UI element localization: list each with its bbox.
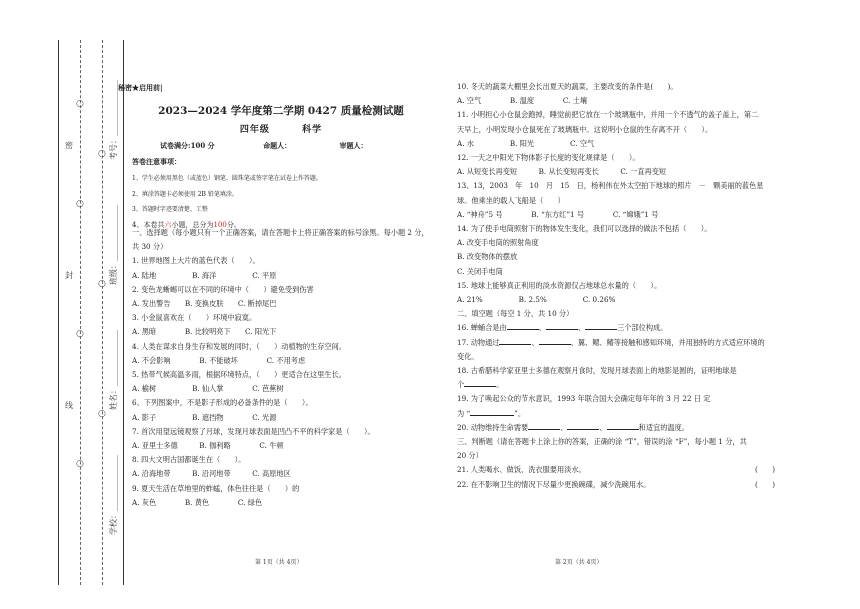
notice-item: 2、填涂答题卡必须使用 2B 铅笔填涂。 [132,190,238,198]
question-line: A. 灰色 B. 黄色 C. 绿色 [132,497,263,507]
name-label: 姓名： [109,386,118,410]
full-score: 试卷满分:100 分 [160,141,215,150]
answer-mark[interactable]: ( ) [755,465,775,475]
left-column-questions [132,226,430,510]
question-line: 7. 首次用望远镜观察了月球，发现月球表面是凹凸不平的科学家是（ ）。 [132,426,375,436]
question-line: 15. 地球上能够真正利用的淡水资源仅占地球总水量的（ ）。 [457,280,662,290]
answer-mark[interactable]: ( ) [755,479,775,489]
question-line: 球。他乘坐的载人飞船是（ ） [457,195,565,205]
binding-border-left [58,40,59,585]
question-line: 9. 夏天生活在草地里的蚱蜢，体色往往是（ ）的 [132,483,300,493]
question-17-cont: 变化。 [457,351,479,361]
binding-cut-line [80,40,81,585]
seal-char: 密 [65,141,73,150]
q21-text: 21. 人类喝水、做饭、洗衣服要用淡水。 [457,465,586,475]
q19-tail: 为 “ [457,408,471,418]
binding-border-right [123,40,124,585]
question-line: A. 榆树 B. 仙人掌 C. 芭蕉树 [132,384,284,394]
question-line: 3. 小金鼠喜欢在（ ）环境中寂寞。 [132,313,257,323]
binding-hole: ○ [76,199,84,209]
seal-char: 线 [65,401,73,410]
notice-list [132,171,430,233]
notice4-count: 六 [164,220,172,229]
exam-number-field: 考号：______________ [109,80,118,160]
notice4-prefix: 4、本卷共 [132,220,165,229]
grade-subject [132,122,430,135]
answer-blank[interactable] [528,421,560,430]
binding-hole: ○ [98,409,106,419]
question-line: A. 黑暗 B. 比较明亮下 C. 阳光下 [132,327,277,337]
q18-end: 。 [496,380,504,390]
q17-prefix: 17. 动物通过 [457,337,500,347]
reviewer-label: 审题人： [339,141,368,150]
q16-sep: 、 [538,323,546,333]
question-line: 4. 人类在谋求自身生存和发展的同时，（ ）动植物的生存空间。 [132,341,346,351]
question-line: 共 30 分） [132,242,168,252]
question-line: A. 改变手电筒的照射角度 [457,238,539,248]
right-column-questions [457,80,775,492]
page-footer-right: 第 2页（共 4页） [555,559,603,566]
q17-sep: 、 [531,337,539,347]
question-line: B. 改变物体的摆放 [457,252,518,262]
question-19-cont [457,407,775,421]
q20-suffix: 和适宜的温度。 [638,422,689,432]
seal-char: 封 [65,271,73,280]
section-heading: 三、判断题（请在答题卡上涂上你的答案，正确的涂 “T”，错误的涂 “F”，每小题 1 分，共 [457,437,747,447]
question-17 [457,336,775,350]
q19-end: ”。 [514,408,526,418]
setter-label: 命题人： [263,141,292,150]
question-20 [457,421,775,435]
binding-hole: ○ [98,149,106,159]
question-line: 一、选择题（每小题只有一个正确答案，请在答题卡上将正确答案的标号涂黑。每小题 2 分， [132,228,429,237]
question-line: 1. 世界地图上大片的蓝色代表（ ）。 [132,256,260,266]
section-heading: 二、填空题（每空 1 分，共 10 分） [457,309,574,319]
notice4-suffix: 分。 [226,220,241,229]
binding-hole: ○ [76,459,84,469]
answer-blank[interactable] [607,421,639,430]
question-16 [457,321,775,335]
answer-blank[interactable] [499,336,531,345]
q16-sep: 、 [577,323,586,333]
binding-strip [58,40,124,585]
answer-blank[interactable] [585,321,617,330]
question-line: A. 沿海地带 B. 沿河地带 C. 高原地区 [132,469,291,479]
q16-prefix: 16. 蝉蛹合是由 [457,323,507,333]
answer-blank[interactable] [567,421,599,430]
question-line: A. 空气 B. 温度 C. 土壤 [457,96,588,106]
q20-prefix: 20. 动物维持生命需要 [457,422,529,432]
question-line: 8. 四大文明古国都诞生在（ ）。 [132,455,246,465]
question-line: A. 不会影响 B. 不能破坏 C. 不用考虑 [132,355,306,365]
answer-blank[interactable] [464,378,496,387]
notice4-mid: 小题，总分为 [171,220,214,229]
question-line: A. 水 B. 阳光 C. 空气 [457,138,595,148]
answer-blank[interactable] [507,321,539,330]
question-line: A. 影子 B. 遮挡物 C. 光源 [132,412,277,422]
question-line: 13、13，2003 年 10 月 15 日，杨利伟在外太空拍下地球的照片 － 颗美丽的蓝色星 [457,181,764,191]
question-21 [457,463,775,477]
binding-fold-line [102,40,103,585]
q18-tail: 个 [457,380,465,390]
name-field: 姓名：______________ [109,330,118,410]
school-field: 学校：______________ [109,455,118,535]
q16-suffix: 三个部位构成。 [617,323,668,333]
answer-blank[interactable] [546,321,578,330]
question-line: A. 从短变长再变短 B. 从长变短再变长 C. 一直再变短 [457,167,667,177]
question-line: A. 发出警告 B. 变换皮肤 C. 断掉尾巴 [132,299,277,309]
binding-hole: ○ [76,329,84,339]
question-line: A. 亚里士多德 B. 伽利略 C. 牛顿 [132,441,284,451]
class-field: 班级：______________ [109,205,118,285]
question-line: 12. 一天之中阳光下物体影子长度的变化规律是（ ）。 [457,153,640,163]
question-22 [457,478,775,492]
answer-blank[interactable] [539,336,571,345]
answer-blank[interactable] [470,407,514,416]
q22-text: 22. 在不影响卫生的情况下尽量少更换碗碟，减少洗碗用水。 [457,479,651,489]
question-line: 6、下列图案中，不是影子形成的必备条件的是（ ）。 [132,398,313,408]
q20-sep: 、 [599,422,607,432]
exam-title: 2023—2024 学年度第二学期 0427 质量检测试题 [158,105,404,117]
question-line: 2. 变色龙蜥蜴可以在不同的环境中（ ）避免受到伤害 [132,284,314,294]
question-line: 11. 小明担心小仓鼠会跑掉，睡觉前把它放在一个玻璃瓶中，并用一个不透气的盖子盖上，第二 [457,110,759,120]
question-19: 19. 为了唤起公众的节水意识，1993 年联合国大会确定每年年的 3 月 22 日 定 [457,394,711,404]
notice-item: 1、学生必须用黑色（或蓝色）钢笔、圆珠笔或签字笔在试卷上作答题。 [132,175,322,182]
question-18: 18. 古希腊科学家亚里士多德在观察月食时，发现月球表面上的地影是圆的，证明地球是 [457,366,737,376]
question-line: 天早上，小明发现小仓鼠死在了玻璃瓶中。这说明小仓鼠的生存离不开（ ）。 [457,124,713,134]
question-18-cont [457,378,775,392]
question-line: 14. 为了使手电筒照射下的物体发生变化，我们可以选择的做法不包括（ ）。 [457,224,712,234]
binding-hole: ○ [98,279,106,289]
page-footer-left: 第 1页（共 4页） [255,559,303,566]
binding-hole: ○ [76,99,84,109]
question-line: A. 陆地 B. 海洋 C. 平原 [132,270,277,280]
q20-sep: 、 [560,422,568,432]
class-label: 班级： [109,261,118,285]
subject-label: 科学 [302,125,323,135]
school-label: 学校： [109,511,118,535]
notice-item: 3、答题时字迹要清楚、工整 [132,206,208,213]
question-line: 5. 热带气候高温多雨，根据环境特点，（ ）更适合在这里生长。 [132,370,346,380]
secret-mark: 秘密★启用前| [118,83,163,92]
notice4-score: 100 [213,220,227,229]
question-line: A. 21% B. 2.5% C. 0.26% [457,295,616,305]
notice-heading: 答卷注意事项： [132,157,181,166]
question-line: 10. 冬天的蔬菜大棚里会长出夏天的蔬菜，主要改变的条件是( )。 [457,82,678,91]
exam-meta [160,141,414,151]
grade-label: 四年级 [239,125,270,135]
exam-number-label: 考号： [109,136,118,160]
question-line: C. 关闭手电筒 [457,266,503,276]
question-line: A. “神舟”5 号 B. “东方红”1 号 C. “嫦娥”1 号 [457,209,659,219]
section-heading-cont: 20 分） [457,451,483,461]
q17-suffix: 、翼、鳃、鳍等接触和感知环境，并用独特的方式适应环境的 [570,337,765,347]
